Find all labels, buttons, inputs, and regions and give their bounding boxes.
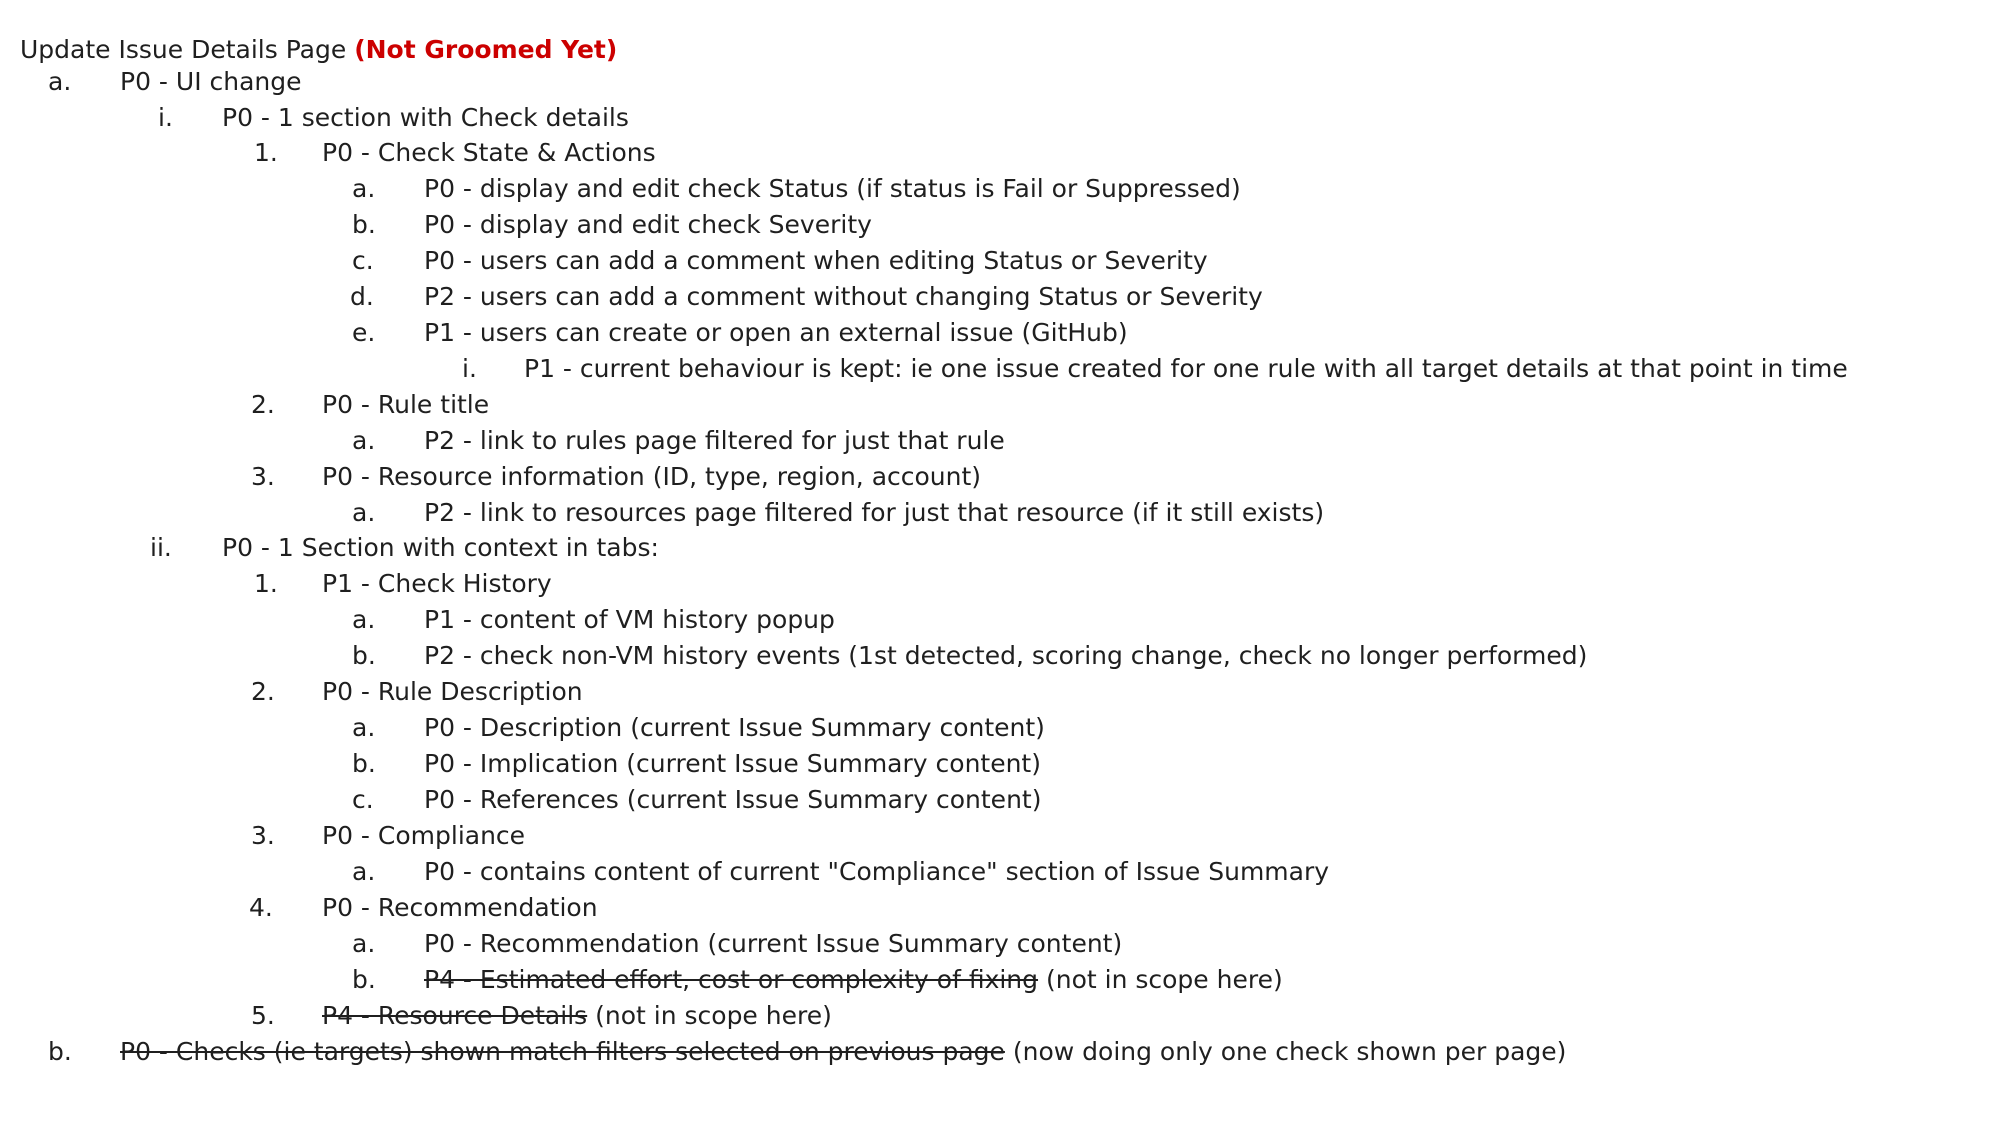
list-marker: a. xyxy=(352,857,376,886)
item-text: P0 - Resource information (ID, type, region, account) xyxy=(322,462,982,491)
list-item-text xyxy=(120,64,302,100)
list-item-text xyxy=(424,279,1263,315)
list-item-text xyxy=(424,171,1241,207)
list-item-text xyxy=(322,818,525,854)
list-item-text xyxy=(424,962,1283,998)
list-marker: b. xyxy=(352,210,376,239)
list-item-text xyxy=(424,243,1208,279)
item-text: P0 - Rule title xyxy=(322,390,490,419)
list-item-text xyxy=(322,387,489,423)
item-text: P2 - link to rules page filtered for just that rule xyxy=(424,426,1005,455)
item-text: (not in scope here) xyxy=(587,1001,832,1030)
item-text: P0 - Recommendation xyxy=(322,893,598,922)
list-marker: c. xyxy=(352,246,374,275)
list-item-text xyxy=(424,710,1045,746)
list-marker: 4. xyxy=(249,893,273,922)
list-marker: b. xyxy=(48,1037,72,1066)
item-text: P0 - References (current Issue Summary content) xyxy=(424,785,1042,814)
item-text: P0 - contains content of current "Compliance" section of Issue Summary xyxy=(424,857,1330,886)
list-marker: 1. xyxy=(254,138,278,167)
list-item-text xyxy=(424,926,1122,962)
list-item-text xyxy=(322,890,598,926)
list-marker: c. xyxy=(352,785,374,814)
list-marker: a. xyxy=(352,426,376,455)
list-item-text xyxy=(424,638,1587,674)
item-text: P2 - users can add a comment without changing Status or Severity xyxy=(424,282,1263,311)
list-item-text xyxy=(424,495,1324,531)
item-text: P0 - 1 section with Check details xyxy=(222,103,629,132)
item-text: P1 - content of VM history popup xyxy=(424,605,835,634)
item-text: P2 - link to resources page filtered for just that resource (if it still exists) xyxy=(424,498,1325,527)
struck-text: P4 - Estimated effort, cost or complexity of fixing xyxy=(424,965,1039,994)
list-item-text xyxy=(222,530,659,566)
item-text: P1 - users can create or open an external issue (GitHub) xyxy=(424,318,1128,347)
list-marker: b. xyxy=(352,641,376,670)
item-text: (now doing only one check shown per page) xyxy=(1004,1037,1567,1066)
item-text: P0 - users can add a comment when editing Status or Severity xyxy=(424,246,1208,275)
item-text: P0 - Description (current Issue Summary content) xyxy=(424,713,1045,742)
item-text: P1 - current behaviour is kept: ie one issue created for one rule with all target details at that point in time xyxy=(524,354,1848,383)
list-marker: 5. xyxy=(251,1001,275,1030)
item-text: (not in scope here) xyxy=(1038,965,1283,994)
list-marker: i. xyxy=(158,103,173,132)
list-marker: a. xyxy=(352,174,376,203)
item-text: P0 - 1 Section with context in tabs: xyxy=(222,533,659,562)
list-item-text xyxy=(222,100,629,136)
list-item-text xyxy=(322,459,981,495)
list-marker: b. xyxy=(352,965,376,994)
list-marker: b. xyxy=(352,749,376,778)
list-item-text xyxy=(322,135,656,171)
item-text: P0 - Rule Description xyxy=(322,677,583,706)
list-item-text xyxy=(424,207,872,243)
list-marker: a. xyxy=(352,498,376,527)
struck-text: P0 - Checks (ie targets) shown match filters selected on previous page xyxy=(120,1037,1005,1066)
list-marker: i. xyxy=(462,354,477,383)
item-text: P2 - check non-VM history events (1st detected, scoring change, check no longer performed) xyxy=(424,641,1588,670)
list-marker: 3. xyxy=(251,821,275,850)
list-marker: a. xyxy=(48,67,72,96)
item-text: P0 - display and edit check Status (if status is Fail or Suppressed) xyxy=(424,174,1241,203)
item-text: P0 - display and edit check Severity xyxy=(424,210,872,239)
list-item-text xyxy=(424,315,1128,351)
list-marker: a. xyxy=(352,713,376,742)
page-title xyxy=(20,32,617,68)
list-item-text xyxy=(524,351,1848,387)
list-marker: 1. xyxy=(254,569,278,598)
list-item-text xyxy=(322,566,552,602)
list-marker: e. xyxy=(352,318,376,347)
list-item-text xyxy=(424,782,1041,818)
item-text: P0 - Recommendation (current Issue Summary content) xyxy=(424,929,1123,958)
struck-text: P4 - Resource Details xyxy=(322,1001,588,1030)
list-item-text xyxy=(322,998,832,1034)
list-marker: a. xyxy=(352,605,376,634)
list-item-text xyxy=(322,674,583,710)
item-text: P1 - Check History xyxy=(322,569,552,598)
title-text: Update Issue Details Page xyxy=(20,35,347,64)
list-marker: a. xyxy=(352,929,376,958)
item-text: P0 - UI change xyxy=(120,67,302,96)
status-label: (Not Groomed Yet) xyxy=(354,35,618,64)
list-item-text xyxy=(424,602,835,638)
item-text: P0 - Implication (current Issue Summary content) xyxy=(424,749,1041,778)
list-marker: ii. xyxy=(150,533,172,562)
item-text: P0 - Check State & Actions xyxy=(322,138,656,167)
list-item-text xyxy=(424,854,1329,890)
list-marker: d. xyxy=(350,282,374,311)
list-marker: 3. xyxy=(251,462,275,491)
item-text: P0 - Compliance xyxy=(322,821,526,850)
list-marker: 2. xyxy=(251,390,275,419)
list-item-text xyxy=(424,746,1041,782)
list-item-text xyxy=(120,1034,1566,1070)
list-item-text xyxy=(424,423,1005,459)
list-marker: 2. xyxy=(251,677,275,706)
